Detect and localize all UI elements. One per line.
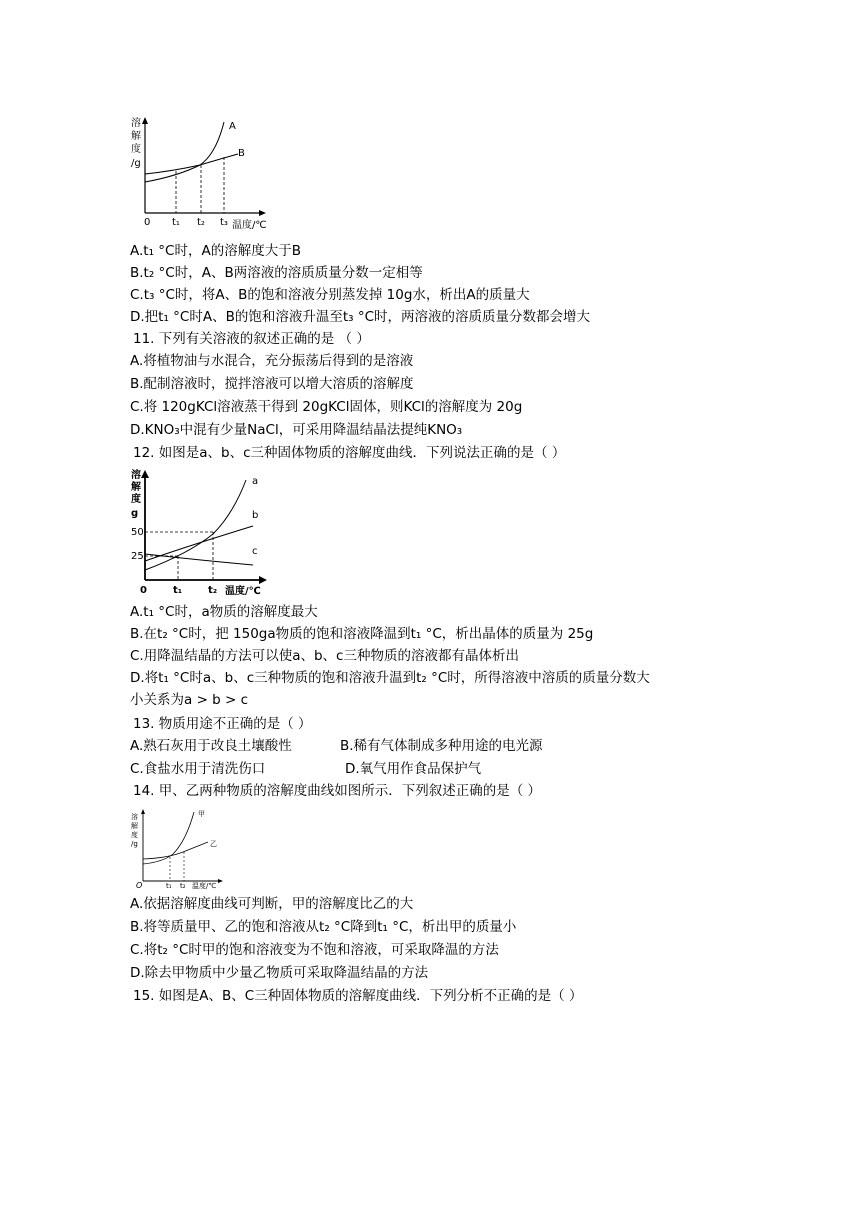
q14-option-c: C.将t₂ °C时甲的饱和溶液变为不饱和溶液，可采取降温的方法 bbox=[130, 942, 499, 958]
y-axis-label-3: 度 bbox=[131, 144, 141, 155]
origin-label: 0 bbox=[140, 585, 147, 596]
y-axis-label-4: /g bbox=[131, 158, 141, 169]
q14-stem: 14. 甲、乙两种物质的溶解度曲线如图所示．下列叙述正确的是（ ） bbox=[133, 783, 542, 799]
solubility-chart-jia-yi bbox=[128, 806, 228, 891]
q13-option-b: B.稀有气体制成多种用途的电光源 bbox=[340, 738, 543, 754]
solubility-chart-abc bbox=[128, 466, 273, 598]
q10-option-c: C.t₃ °C时，将A、B的饱和溶液分别蒸发掉 10g水，析出A的质量大 bbox=[130, 287, 530, 303]
origin-label: 0 bbox=[144, 217, 151, 228]
x-axis-label: 温度/℃ bbox=[232, 220, 267, 231]
y-axis-label-3: 度 bbox=[131, 831, 138, 839]
q14-option-b: B.将等质量甲、乙的饱和溶液从t₂ °C降到t₁ °C，析出甲的质量小 bbox=[130, 919, 517, 935]
y-axis-label-4: /g bbox=[131, 840, 138, 848]
curve-label-c: c bbox=[252, 546, 258, 557]
y-axis-label-2: 解 bbox=[131, 482, 141, 493]
curve-label-jia: 甲 bbox=[198, 810, 205, 818]
x-axis-label: 温度/℃ bbox=[225, 586, 261, 597]
q11-option-b: B.配制溶液时，搅拌溶液可以增大溶质的溶解度 bbox=[130, 376, 414, 392]
q13-option-a: A.熟石灰用于改良土壤酸性 bbox=[130, 738, 292, 754]
q10-option-b: B.t₂ °C时，A、B两溶液的溶质质量分数一定相等 bbox=[130, 265, 423, 281]
y-axis-label-2: 解 bbox=[131, 131, 141, 142]
q14-option-d: D.除去甲物质中少量乙物质可采取降温结晶的方法 bbox=[130, 965, 429, 981]
q14-option-a: A.依据溶解度曲线可判断，甲的溶解度比乙的大 bbox=[130, 896, 414, 912]
q11-option-d: D.KNO₃中混有少量NaCl，可采用降温结晶法提纯KNO₃ bbox=[130, 422, 463, 438]
q13-option-c: C.食盐水用于清洗伤口 bbox=[130, 761, 266, 777]
y-axis-label-4: g bbox=[131, 508, 139, 519]
tick-t2: t₂ bbox=[180, 882, 186, 890]
y-axis-label-1: 溶 bbox=[131, 470, 141, 481]
q13-option-d: D.氧气用作食品保护气 bbox=[345, 761, 482, 777]
x-axis-label: 温度/℃ bbox=[192, 882, 217, 890]
y-tick-50: 50 bbox=[131, 527, 144, 538]
q12-option-d-cont: 小关系为a > b > c bbox=[130, 692, 249, 708]
y-axis-label-3: 度 bbox=[131, 494, 141, 505]
curve-label-yi: 乙 bbox=[210, 840, 217, 848]
y-axis-label-2: 解 bbox=[131, 822, 138, 830]
tick-t1: t₁ bbox=[166, 882, 172, 890]
curve-a bbox=[145, 480, 246, 570]
origin-label: O bbox=[136, 881, 143, 890]
curve-label-a: A bbox=[229, 121, 236, 132]
curve-label-a: a bbox=[252, 476, 259, 487]
q10-option-d: D.把t₁ °C时A、B的饱和溶液升温至t₃ °C时，两溶液的溶质质量分数都会增大 bbox=[130, 309, 591, 325]
q10-option-a: A.t₁ °C时，A的溶解度大于B bbox=[130, 243, 301, 259]
curve-label-b: b bbox=[252, 510, 259, 521]
q12-option-d: D.将t₁ °C时a、b、c三种物质的饱和溶液升温到t₂ °C时，所得溶液中溶质的质量分数大 bbox=[130, 670, 650, 686]
tick-t3: t₃ bbox=[220, 217, 228, 228]
tick-t2: t₂ bbox=[208, 585, 218, 596]
q11-option-a: A.将植物油与水混合，充分振荡后得到的是溶液 bbox=[130, 353, 414, 369]
q15-stem: 15. 如图是A、B、C三种固体物质的溶解度曲线．下列分析不正确的是（ ） bbox=[133, 988, 583, 1004]
y-axis-label-1: 溶 bbox=[131, 813, 138, 821]
q13-stem: 13. 物质用途不正确的是（ ） bbox=[133, 716, 312, 732]
q12-stem: 12. 如图是a、b、c三种固体物质的溶解度曲线．下列说法正确的是（ ） bbox=[133, 445, 566, 461]
solubility-chart-ab bbox=[128, 114, 273, 232]
curve-yi bbox=[143, 842, 208, 859]
q11-option-c: C.将 120gKCl溶液蒸干得到 20gKCl固体，则KCl的溶解度为 20g bbox=[130, 399, 523, 415]
q12-option-c: C.用降温结晶的方法可以使a、b、c三种物质的溶液都有晶体析出 bbox=[130, 648, 519, 664]
y-tick-25: 25 bbox=[131, 551, 144, 562]
q12-option-a: A.t₁ °C时，a物质的溶解度最大 bbox=[130, 604, 318, 620]
y-axis-label-1: 溶 bbox=[131, 118, 141, 129]
tick-t2: t₂ bbox=[197, 217, 205, 228]
curve-label-b: B bbox=[238, 148, 245, 159]
q12-option-b: B.在t₂ °C时，把 150ga物质的饱和溶液降温到t₁ °C，析出晶体的质量为 25g bbox=[130, 626, 594, 642]
tick-t1: t₁ bbox=[173, 585, 183, 596]
q11-stem: 11. 下列有关溶液的叙述正确的是 （ ） bbox=[133, 331, 370, 347]
tick-t1: t₁ bbox=[172, 217, 180, 228]
